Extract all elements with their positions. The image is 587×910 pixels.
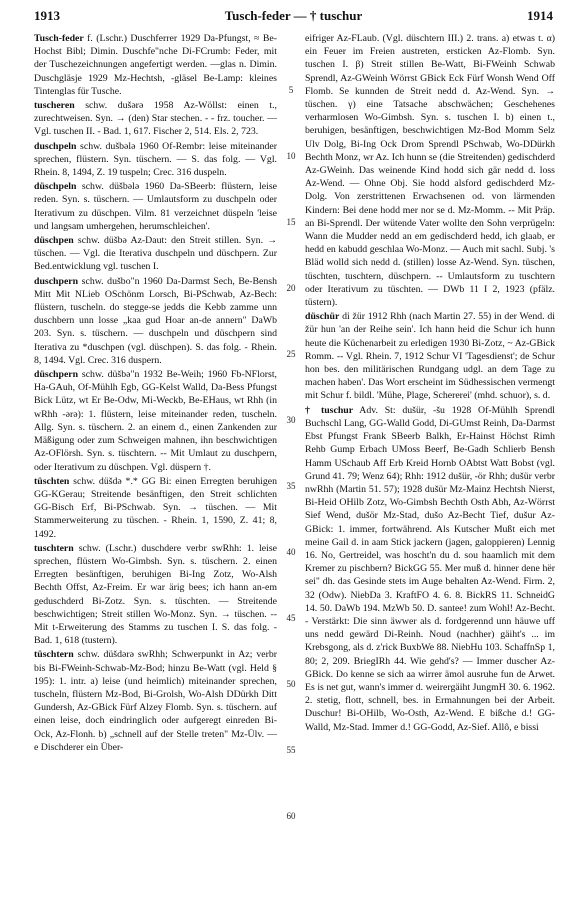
right-column (305, 32, 555, 900)
line-number: 55 (286, 744, 296, 755)
entry-body: schw. dušbo"n 1960 Da-Darmst Sech, Be-Bensh Mitt Mit NLieb OSchönm Lorsch, Bi-PSchwab, Az-Bech: flüstern, tuscheln. do stegge-se jedds die Kebb zamme unn duschbern unn losse „kaa gud Hoar an-de annern" DaWb 203. Syn. s. tüschern. — duschpeln und düschpern sind Iterativa zu *duschpen (vgl. düschpen). S. das folg. - Rhein. 8, 1494. Vgl. Crec. 316 duspern. (34, 275, 277, 366)
dictionary-entry (34, 648, 277, 754)
running-header (34, 8, 553, 26)
entry-headword: düschür (305, 311, 340, 323)
left-column (34, 32, 277, 900)
entry-body: schw. düšbə Az-Daut: den Streit stillen. Syn. → tüschen. — Vgl. die Iterativa duschpeln und düschpern. Zur Bed.entwicklung vgl. tuschen I. (34, 235, 277, 273)
dictionary-entry (305, 32, 555, 309)
dictionary-entry (305, 310, 555, 402)
line-number: 45 (286, 612, 296, 623)
entry-headword: tuscheren (34, 100, 75, 112)
entry-body: schw. dušərə 1958 Az-Wöllst: einen t., zurechtweisen. Syn. → (den) Star stechen. - - frz. toucher. — Vgl. tuschen II. - Bad. 1, 617. Fischer 2, 514. Els. 2, 723. (34, 100, 277, 138)
dictionary-entry (34, 99, 277, 139)
entry-body: f. (Lschr.) Duschferrer 1929 Da-Pfungst, ≈ Be-Hochst Bibl; Dimin. Duschfe"nche Di-FCrumb: Feder, mit der Tuschezeichnungen angefertigt werden. —glas n. Dimin. Duschgläsje 1929 Mz-Hechtsh, -gläsel Be-Lamp: kleines Tintenglas für Tusche. (34, 33, 277, 97)
line-number: 10 (286, 150, 296, 161)
line-number: 15 (286, 216, 296, 227)
entry-body: di žür 1912 Rhh (nach Martin 27. 55) in der Wend. di žür hun 'an der Reihe sein'. Ich hann heid die Schur ich hunn heute die Küchenarbeit zu erledigen 1930 Bi-Zotz, ~ Az-GBick Romm. -- Vgl. Rhein. 7, 1912 Schur VI 'Tagesdienst'; de Schur hon bes. den militärischen Rundgang udgl. an dem Tage zu machen haben'. Das Wort erscheint im Südhessischen vermengt mit Schur f. bildl. 'Mühe, Plage, Schererei' (mhd. schuor), s. d. (305, 311, 555, 402)
line-number: 40 (286, 546, 296, 557)
line-number: 20 (286, 282, 296, 293)
entry-body: eifriger Az-FLaub. (Vgl. düschtern III.) 2. trans. a) etwas t. α) ein Feuer im Freien austreten, ersticken Az-Flomb. Syn. tuschen I. β) Streit stillen Be-Watt, Bi-FWeinh Schwab Sprendl, Az-GWeinh Wörrst GBick Eck Fürf Wonsh Wend Off Flomb. Se kunnden de Streit nedd d. Az-Wend. Syn. → tüschen. γ) eine Tatsache abschwächen; Geschehenes verharmlosen Wo-Gimbsh. Syn. s. tuschen I. b) einen t., beruhigen, besänftigen, beschwichtigen Mz-Bod Momm Selz Ulv Dolg, Bi-Ing Ock Drom Sprendl PSchwab, Wo-DDürkh Bechth Monz, wr Az. Ich hunn se (die Streitenden) gedischderd Az-GWeinh. Das weinende Kind hodd sich gär nedd d. loss Az-Wend. — Ohne Obj. Sie hodd alsford gedischderd Mz-Dolg. Von zerstrittenen Erwachsenen od. von lärmenden Kindern: Bei dene hodd mer nor se d. Mz-Momm. -- Mit Präp. an Bi-Sprendl. Der wütende Vater wollte den Sohn verprügeln: Wann die Mudder nedd an em gedischderd hedd, ich glaab, er hedd en kabudd geschlaa Wo-Monz. — Auch mit sachl. Subj. 's Bläd wolld sich nedd d. (stillen) losse Az-Wend. Syn. tüschen, tüschten, tuschtern, düschpern. -- Umlautsform zu tuschtern oder Iterativum zu tüschten. — DWb 11 I 2, 1923 (pfälz. tüstern). (305, 33, 555, 309)
entry-headword: düschpen (34, 235, 74, 247)
entry-headword: tuschtern (34, 542, 74, 554)
entry-body: schw. düšdə *.* GG Bi: einen Erregten beruhigen GG-KGerau; Streitende besänftigen, den Streit schlichten GG-Bisch Erf, Bi-PSchwab. Syn. → tüschen. — Mit Stammerweiterung zu tüschen. - Rhein. 1, 1590, Z. 41; 8, 1492. (34, 475, 277, 540)
dictionary-entry (305, 404, 555, 734)
entry-body: schw. düšdərə swRhh; Schwerpunkt in Az; verbr bis Bi-FWeinh-Schwab-Mz-Bod; hinzu Be-Watt (vgl. Held § 195): 1. intr. a) leise (und heimlich) miteinander sprechen, tuscheln, flüstern Mz-Bod, Bi-Grolsh, Wo-Alsh DDürkh Ditt Gundersh, Az-GBick Fürf Alzey Flomb. Syn. s. tüschern. auf einen leise, doch eindringlich oder aufgeregt einreden Bi-Ock, Az-Flonh. b) „schnell auf der Stelle treten" Mz-Ülv. — e Dischderer ein Über- (34, 649, 277, 753)
line-number: 35 (286, 480, 296, 491)
entry-headword: tüschtern (34, 649, 74, 661)
line-number: 25 (286, 348, 296, 359)
dictionary-entry (34, 180, 277, 233)
dictionary-entry (34, 234, 277, 274)
entry-headword: duschpeln (34, 140, 77, 152)
line-number: 5 (288, 84, 294, 95)
entry-headword: düschpern (34, 369, 79, 381)
left-page-number: 1913 (34, 8, 60, 23)
entry-headword: tüschten (34, 475, 70, 487)
entry-body: Adv. St: dušür, -šu 1928 Of-Mühlh Sprendl Buchschl Lang, GG-Walld Godd, Di-GUmst Reinh, Da-Darmst Ebst Pfungst Frank SBeerb Balkh, Er-Hainst Höchst Rimh Rehb Gump Erbach UMoss Beerf, Be-Gadh Schlierb Bensh Hamm USchaub Aff Erb Kreid Hornb OAbtst Watt Bobst (vgl. Grund 41. 79; Wenz 64); Rhh: 1912 dušür, -ör Rhh; dušür verbr nwRhh (Martin 51. 57); 1928 dušür Mz-Mainz Hechtsh Nierst, Bi-Heid OHilb Zotz, Wo-Gimbsh Bechth Osth Abh, Az-Wörrst Sief Wend, dušör Mz-Stad, dušo Az-Becht Tief, dušur Az-GBick: 1. immer, fortwährend. Als Kutscher Mußt eich met meine Gail d. in aam Stick jackern (jagen, galoppieren) Lennig 16. No, Gertreidel, was hoscht'n du d. sou haamlich mit dem Kremer zu pischbern? BickGG 55. Mer muß d. hinner dene hër sei" dh. das Gesinde stets im Auge behalten Az-Wend. Firm. 2, 32 (Odw). NiebDa 3. KraftFO 4. 6. 8. BickRS 11. SchneidG 14. 50. DaWb 194. MzWb 50. D. santee! zum Wohl! Az-Becht. - Verstärkt: Die sinn äwwer als d. fordgerennd unn häuwe uff uns nedd gewärd Di-Reinh. Noud (nachher) gäiht's ... im Krebsgong, als d. z'rick BuxbWe 88. NiebHu 103. SchaffnSp 1, 80; 2, 209. BriegIRh 44. Wie gehd's? — Immer duscher Az-GBick. Do kenne se sich aa wirrer ämol ausruhe fun de Arwet. Es is net gut, wann's immer d. weirergäiht JungmH 30. 6. 1962. 2. stetig, flott, schnell, bes. in Ermahnungen bei der Arbeit. Duschur! Bi-OHilb, Wo-Osth, Az-Wend. E bißche d.! GG-Walld, Mz-Stad. Immer d.! GG-Godd, Az-Sief. Allô, e bissi (305, 404, 555, 733)
dictionary-entry (34, 32, 277, 98)
entry-headword: † tuschur (305, 404, 354, 416)
dictionary-entry (34, 368, 277, 474)
entry-headword: duschpern (34, 275, 79, 287)
entry-body: schw. düšbə"n 1932 Be-Weih; 1960 Fb-NFlorst, Ha-GAuh, Of-Mühlh Egb, GG-Kelst Walld, Da-Bess Pfungst Bick Lütz, wt Er Be-Odw, Mi-Weckb, Be-EHaus, wt Rhh (in wRhh -ərə): 1. flüstern, leise miteinander reden, tuscheln. Allg. Syn. s. tüschern. 2. an einem d., einen Zankenden zur Mäßigung oder zum Schweigen mahnen, ihn beschwichtigen Az-OFlörsh. Syn. s. tüschtern. -- Mit Umlaut zu duschpern, oder Iterativum zu düschpen. Vgl. düspern †. (34, 369, 277, 473)
line-number: 30 (286, 414, 296, 425)
entry-headword: Tusch-feder (34, 33, 84, 44)
line-number: 60 (286, 810, 296, 821)
entry-body: schw. (Lschr.) duschdere verbr swRhh: 1. leise sprechen, flüstern Wo-Gimbsh. Syn. s. tüschern. 2. einen Erregten besänftigen, beruhigen Bi-Ing Zotz, Wo-Alsh Bechth Offst, Az-Freim. Er war ärig bees; ich hann an-em geduschderd Bi-Zotz. Syn. s. tüschten. — Streitende beschwichtigen; Streit stillen Wo-Monz. Syn. → tüschen. -- Mit t-Erweiterung des Stamms zu tuschen I. S. das folg. - Bad. 1, 618 (tustern). (34, 542, 277, 647)
line-number: 50 (286, 678, 296, 689)
dictionary-entry (34, 140, 277, 180)
entry-headword: düschpeln (34, 181, 77, 193)
entry-body: schw. dušbələ 1960 Of-Rembr: leise miteinander sprechen, flüstern. Syn. tüschern. — S. das folg. — Vgl. Rhein. 8, 1494, Z. 19 tuspeln; Crec. 316 duspeln. (34, 140, 277, 179)
dictionary-entry (34, 275, 277, 367)
dictionary-entry (34, 542, 277, 648)
right-page-number: 1914 (527, 8, 553, 23)
dictionary-entry (34, 475, 277, 541)
header-title: Tusch-feder — † tuschur (224, 8, 363, 23)
entry-body: schw. düšbələ 1960 Da-SBeerb: flüstern, leise reden. Syn. s. tüschern. — Umlautsform zu duschpeln oder Iterativum zu düschpen. Vilm. 81 verzeichnet düspeln 'leise und langsam umhergehen, herumschleichen'. (34, 181, 277, 232)
